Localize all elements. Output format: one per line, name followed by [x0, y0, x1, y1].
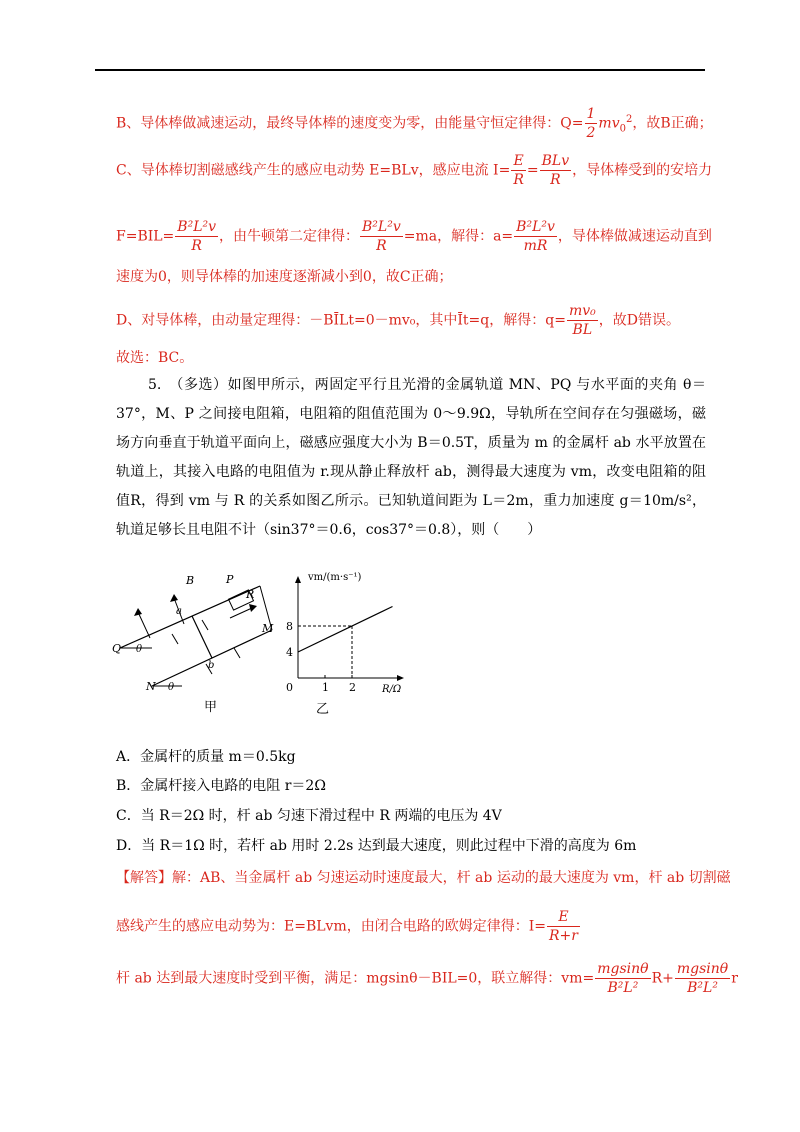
- fraction: $\frac{E}{R+r}$: [548, 909, 578, 944]
- solution-line3: 杆 ab 达到最大速度时受到平衡，满足：mgsinθ－BIL=0，联立解得：vm= $\frac{mgsin\theta}{\text{B²L²}}$ R+ $\frac{mgsin\theta}{\text{B²L²}}$ r: [116, 961, 738, 996]
- y-tick-label: 8: [286, 620, 293, 633]
- solution-c-line2: F=BIL= $\frac{\text{B²L²v}}{R}$ ，由牛顿第二定律得： $\frac{\text{B²L²v}}{R}$ =ma，解得：a= $\frac{\text{B²L²v}}{mR}$ ，导体棒做减速运动直到: [116, 219, 712, 254]
- solution-c-line3: 速度为0，则导体棒的加速度逐渐减小到0，故C正确；: [116, 269, 453, 285]
- solution-tag: 【解答】: [116, 870, 172, 886]
- figure-caption-jia: 甲: [204, 700, 218, 715]
- series-line: [298, 607, 393, 653]
- fraction: $\frac{mgsin\theta}{\text{B²L²}}$: [676, 961, 729, 996]
- label-N: N: [146, 680, 156, 693]
- label-b: b: [208, 660, 215, 671]
- fraction: $\frac{\text{B²L²v}}{R}$: [362, 219, 401, 254]
- figure-incline-diagram: [112, 568, 282, 718]
- solution-b-line: B、导体棒做减速运动，最终导体棒的速度变为零，由能量守恒定律得：Q= $\frac{1}{2}$ $mv_0^2$，故B正确；: [116, 106, 713, 141]
- fraction: $\frac{1}{2}$: [586, 106, 596, 141]
- label-M: M: [262, 622, 274, 635]
- label-theta2: θ: [168, 682, 175, 693]
- option-b: B．金属杆接入电路的电阻 r＝2Ω: [116, 778, 326, 794]
- label-B: B: [186, 574, 195, 587]
- solution-line2: 感线产生的感应电动势为：E=BLvm，由闭合电路的欧姆定律得：I= $\frac{E}{R+r}$: [116, 909, 578, 944]
- x-tick-label: 2: [349, 681, 356, 694]
- solution-d-line: D、对导体棒，由动量定理得：－BĪLt=0－mv₀，其中Īt=q，解得：q= $\frac{\text{mv₀}}{BL}$ ，故D错误。: [116, 303, 680, 338]
- label-Q: Q: [112, 642, 122, 655]
- x-tick-label: 0: [286, 681, 293, 694]
- option-d: D．当 R＝1Ω 时，若杆 ab 用时 2.2s 达到最大速度，则此过程中下滑的高度为 6m: [116, 838, 637, 854]
- y-axis-label: vm/(m·s⁻¹): [308, 572, 362, 583]
- chart-vm-vs-r: [282, 566, 422, 696]
- fraction: $\frac{\text{B²L²v}}{mR}$: [516, 219, 555, 254]
- label-theta1: θ: [136, 644, 143, 655]
- answer-line: 故选：BC。: [116, 350, 194, 366]
- option-c: C．当 R＝2Ω 时，杆 ab 匀速下滑过程中 R 两端的电压为 4V: [116, 808, 502, 824]
- label-a: a: [176, 606, 182, 617]
- x-axis-label: R/Ω: [382, 684, 402, 695]
- fraction: $\frac{\text{B²L²v}}{R}$: [177, 219, 217, 254]
- x-axis-arrow: [397, 675, 404, 681]
- solution-line1: 【解答】解：AB、当金属杆 ab 匀速运动时速度最大，杆 ab 运动的最大速度为 vm，杆 ab 切割磁: [116, 870, 731, 886]
- solution-b-text: B、导体棒做减速运动，最终导体棒的速度变为零，由能量守恒定律得：Q=: [116, 115, 584, 132]
- y-axis-arrow: [295, 576, 301, 583]
- label-P: P: [226, 573, 234, 586]
- fraction: $\frac{E}{R}$: [513, 153, 524, 188]
- x-tick-label: 1: [322, 681, 329, 694]
- option-a: A．金属杆的质量 m＝0.5kg: [116, 749, 296, 765]
- fraction: $\frac{mgsin\theta}{\text{B²L²}}$: [597, 961, 649, 996]
- fraction: $\frac{\text{mv₀}}{BL}$: [568, 303, 596, 338]
- figure-caption-yi: 乙: [316, 702, 330, 717]
- fraction: $\frac{\text{BLv}}{R}$: [541, 153, 570, 188]
- solution-c-line1: C、导体棒切割磁感线产生的感应电动势 E=BLv，感应电流 I= $\frac{E}{R}$ = $\frac{\text{BLv}}{R}$ ，导体棒受到的安培力: [116, 153, 713, 188]
- header-rule: [95, 69, 705, 71]
- label-R: R: [246, 588, 255, 601]
- y-tick-label: 4: [286, 646, 293, 659]
- question-5-text: 5. （多选）如图甲所示，两固定平行且光滑的金属轨道 MN、PQ 与水平面的夹角 θ＝37°，M、P 之间接电阻箱，电阻箱的阻值范围为 0～9.9Ω，导轨所在空间存在匀强磁场，磁场方向垂直于轨道平面向上，磁感应强度大小为 B＝0.5T，质量为 m 的金属杆 ab 水平放置在轨道上，其接入电路的电阻值为 r.现从静止释放杆 ab，测得最大速度为 vm，改变电阻箱的阻值R，得到 vm 与 R 的关系如图乙所示。已知轨道间距为 L＝2m，重力加速度 g＝10m/s²，轨道足够长且电阻不计（sin37°＝0.6，cos37°＝0.8），则（ ）: [116, 377, 706, 538]
